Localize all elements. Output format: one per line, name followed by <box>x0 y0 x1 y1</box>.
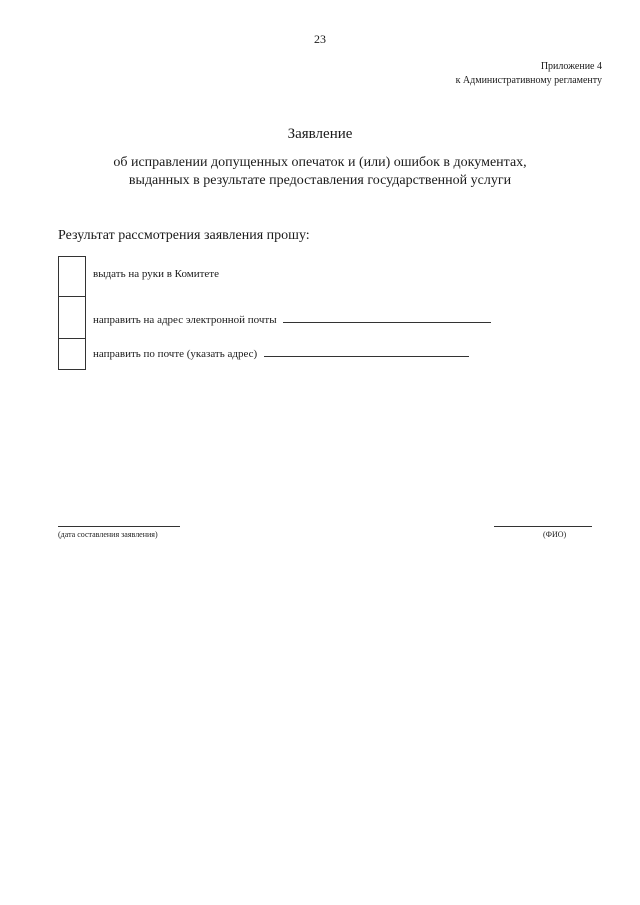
subtitle-line-2: выданных в результате предоставления государственной услуги <box>128 173 512 188</box>
option-label-text: направить по почте (указать адрес) <box>93 348 258 360</box>
date-signature-line[interactable] <box>58 526 180 527</box>
address-fill-line[interactable] <box>264 346 469 357</box>
option-checkbox-group <box>58 256 86 370</box>
option-label-in-person <box>93 268 219 280</box>
option-label-email <box>93 312 491 326</box>
option-label-text: направить на адрес электронной почты <box>93 314 277 326</box>
email-fill-line[interactable] <box>283 312 491 323</box>
appendix-note <box>456 60 602 88</box>
document-title: Заявление <box>287 126 353 142</box>
appendix-line-1: Приложение 4 <box>540 61 602 72</box>
option-checkbox-email[interactable] <box>59 297 85 339</box>
name-signature-line[interactable] <box>494 526 592 527</box>
date-caption: (дата составления заявления) <box>58 530 158 539</box>
option-label-post <box>93 346 469 360</box>
option-label-text: выдать на руки в Комитете <box>93 268 219 280</box>
document-subtitle <box>0 154 640 190</box>
option-checkbox-in-person[interactable] <box>59 257 85 297</box>
subtitle-line-1: об исправлении допущенных опечаток и (или) ошибок в документах, <box>113 155 527 170</box>
request-heading: Результат рассмотрения заявления прошу: <box>58 228 310 243</box>
option-checkbox-post[interactable] <box>59 339 85 369</box>
page-number: 23 <box>314 32 326 46</box>
name-caption: (ФИО) <box>543 530 567 539</box>
appendix-line-2: к Административному регламенту <box>455 75 602 86</box>
